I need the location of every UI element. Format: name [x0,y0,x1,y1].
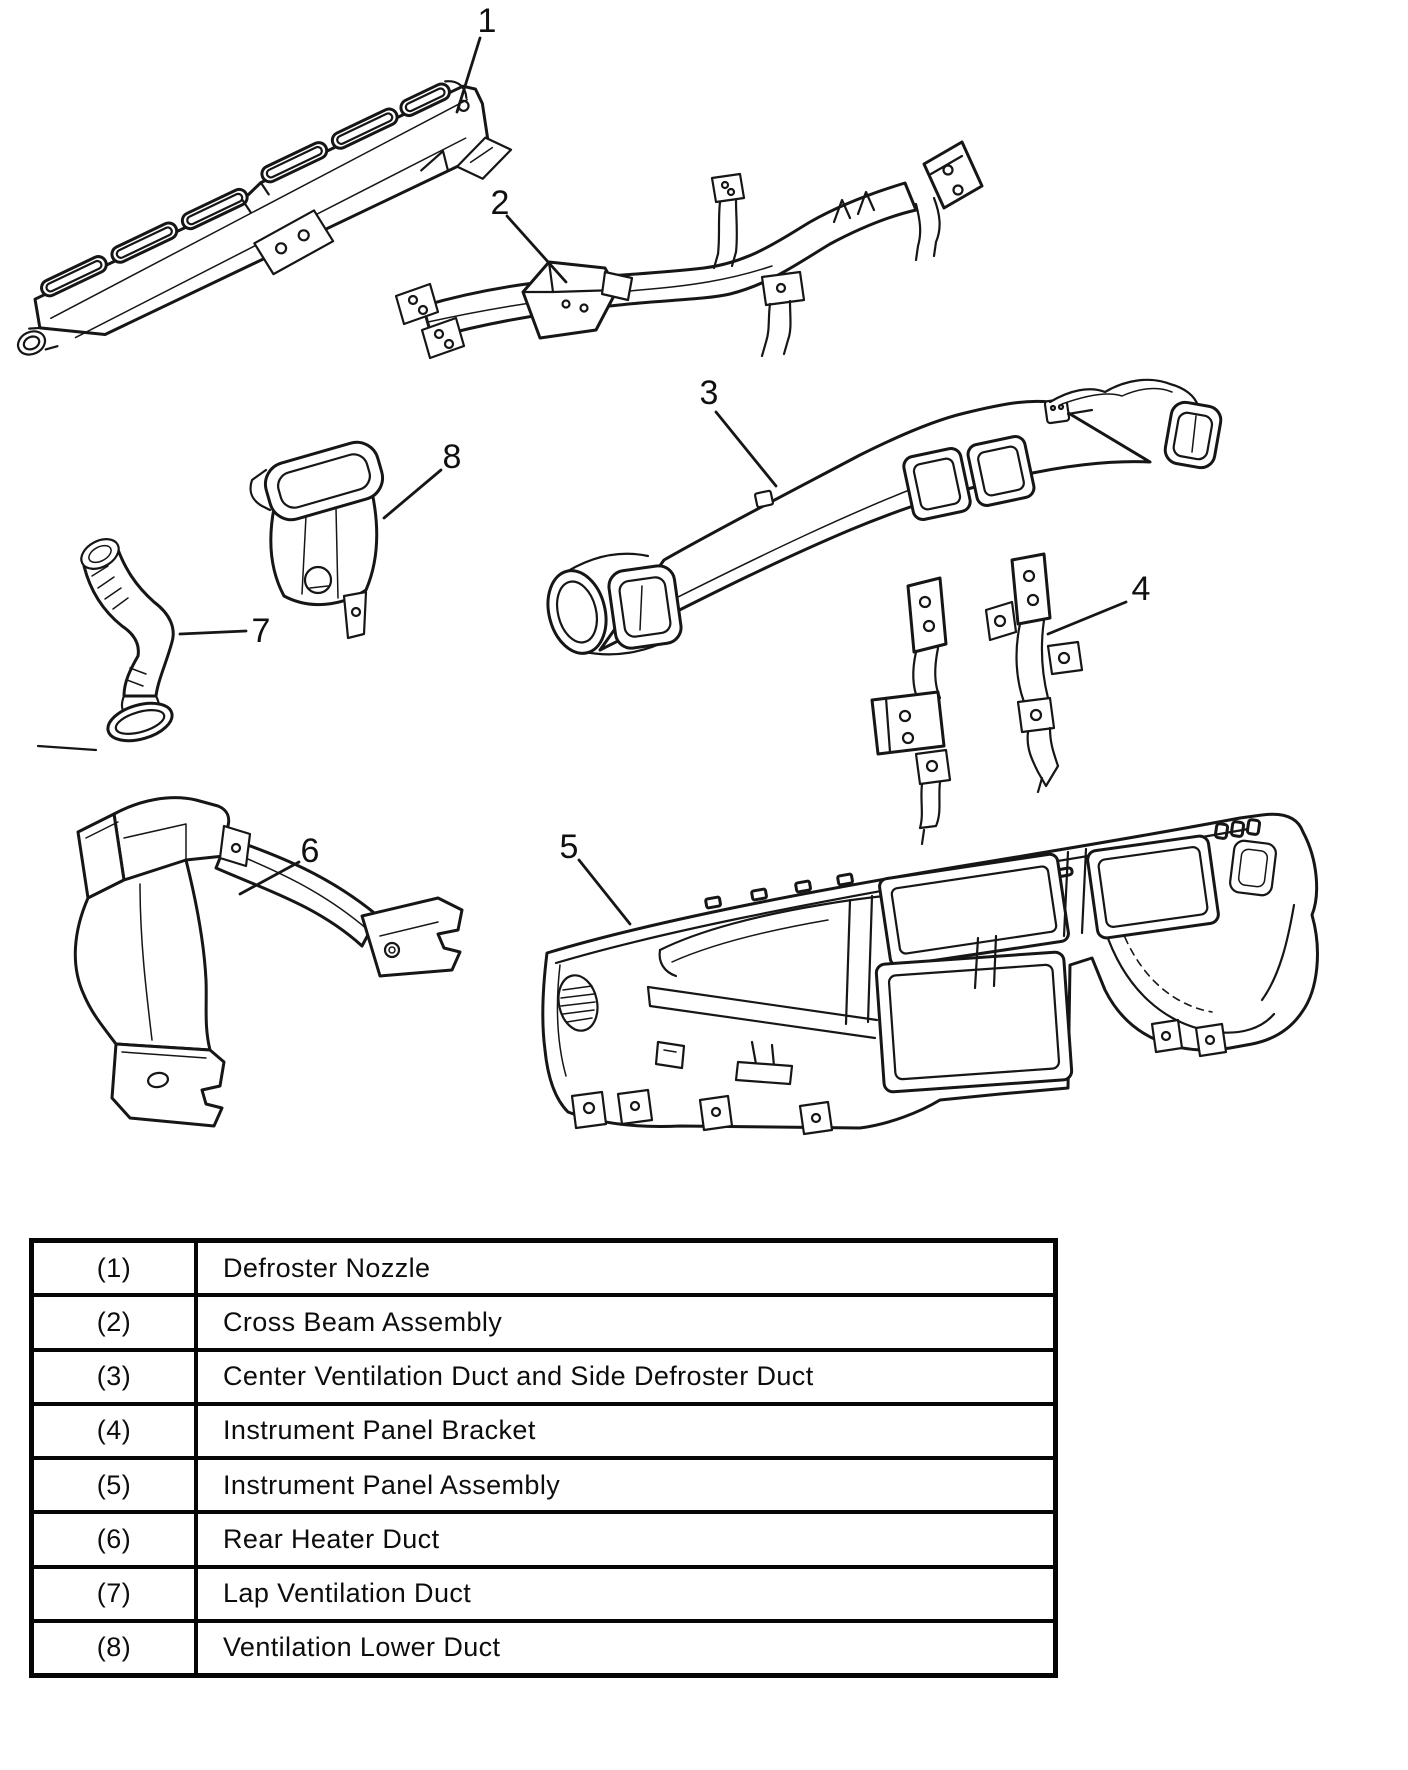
callout-8-leader [384,470,441,518]
callout-5-label: 5 [559,828,579,866]
callout-8 [384,438,461,518]
callout-7-leader [180,631,246,634]
callout-2-leader [507,216,566,282]
callout-2-label: 2 [490,184,510,222]
parts-table-row [34,1456,1053,1510]
callout-7-label: 7 [251,612,271,650]
callout-3-leader [716,412,776,486]
callout-5-leader [579,860,630,924]
part-name-cell: Rear Heater Duct [223,1523,440,1554]
callout-1-label: 1 [477,2,497,40]
parts-table-row [34,1565,1053,1619]
parts-table-row [34,1293,1053,1347]
part-name-cell: Ventilation Lower Duct [223,1632,501,1663]
part-ventilation-lower-duct-drawing [250,437,387,638]
part-instrument-panel-assembly-drawing [543,814,1318,1134]
parts-table-row [34,1510,1053,1564]
part-name-cell: Cross Beam Assembly [223,1306,503,1337]
callout-4-label: 4 [1131,570,1151,608]
parts-table [29,1238,1058,1678]
callout-5 [560,828,630,924]
callout-3 [700,374,776,486]
part-name-cell: Lap Ventilation Duct [223,1578,472,1609]
part-number-cell: (4) [34,1406,198,1456]
part-name-cell: Defroster Nozzle [223,1252,431,1283]
parts-table-row [34,1402,1053,1456]
part-number-cell: (5) [34,1460,198,1510]
part-rear-heater-duct-drawing [75,798,462,1126]
part-name-cell: Center Ventilation Duct and Side Defroster Duct [223,1361,814,1392]
callout-8-label: 8 [442,438,462,476]
part-name-cell: Instrument Panel Bracket [223,1415,536,1446]
part-number-cell: (3) [34,1352,198,1402]
callout-2 [491,184,566,282]
part-number-cell: (8) [34,1623,198,1673]
part-number-cell: (1) [34,1243,198,1293]
part-instrument-panel-bracket-drawing [872,554,1082,844]
part-number-cell: (6) [34,1514,198,1564]
callout-6-label: 6 [300,832,320,870]
parts-table-row [34,1619,1053,1673]
part-number-cell: (2) [34,1297,198,1347]
callout-3-label: 3 [699,374,719,412]
parts-table-row [34,1348,1053,1402]
part-lap-ventilation-duct-drawing [38,533,176,750]
part-number-cell: (7) [34,1569,198,1619]
part-name-cell: Instrument Panel Assembly [223,1469,561,1500]
callout-4-leader [1048,602,1126,634]
parts-table-row [34,1243,1053,1293]
part-center-ventilation-duct-drawing [540,380,1223,660]
callout-7 [180,612,270,650]
callout-4 [1048,570,1150,634]
